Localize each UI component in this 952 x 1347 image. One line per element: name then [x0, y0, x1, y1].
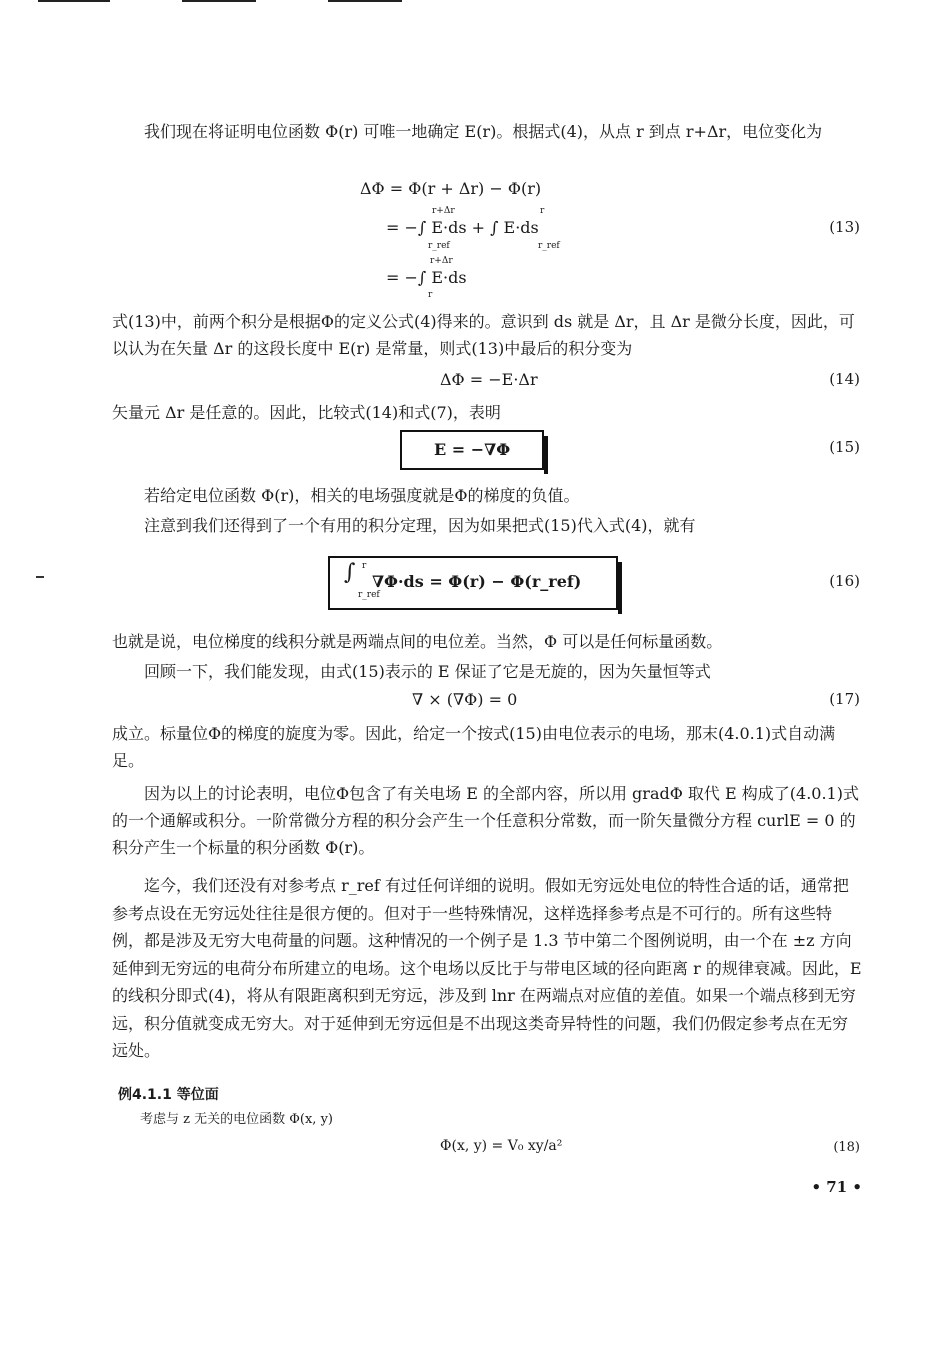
eq16-lim-upper: r: [362, 561, 367, 571]
example-intro: 考虑与 z 无关的电位函数 Φ(x, y): [140, 1112, 333, 1127]
top-rule: [182, 0, 256, 2]
eq13-lim2-lower: r_ref: [538, 241, 560, 251]
equation-17: ∇ × (∇Φ) = 0: [412, 690, 518, 709]
eq13-line2-text: = −∫ E·ds + ∫ E·ds: [386, 218, 539, 237]
eq13-line2: [386, 218, 539, 237]
equation-16: ∇Φ·ds = Φ(r) − Φ(r_ref): [372, 572, 582, 591]
eq14-number: (14): [829, 370, 860, 388]
paragraph-7: 回顾一下，我们能发现，由式(15)表示的 E 保证了它是无旋的，因为矢量恒等式: [144, 662, 711, 681]
paragraph-3: 矢量元 Δr 是任意的。因此，比较式(14)和式(7)，表明: [112, 403, 501, 422]
eq13-lim1-upper: r+Δr: [432, 206, 455, 216]
paragraph-9: 因为以上的讨论表明，电位Φ包含了有关电场 E 的全部内容，所以用 gradΦ 取代 E 构成了(4.0.1)式的一个通解或积分。一阶常微分方程的积分会产生一个任意积分常数，而一阶矢量微分方程 curlE = 0 的积分产生一个标量的积分函数 Φ(r)。: [112, 784, 859, 857]
paragraph-4: 若给定电位函数 Φ(r)，相关的电场强度就是Φ的梯度的负值。: [144, 486, 580, 505]
eq13-line1: ΔΦ = Φ(r + Δr) − Φ(r): [360, 179, 542, 198]
paragraph-1: 我们现在将证明电位函数 Φ(r) 可唯一地确定 E(r)。根据式(4)，从点 r 到点 r+Δr，电位变化为: [144, 122, 823, 141]
equation-15-box: [400, 430, 544, 470]
eq13-line3: = −∫ E·ds: [386, 268, 467, 287]
paragraph-2: 式(13)中，前两个积分是根据Φ的定义公式(4)得来的。意识到 ds 就是 Δr，且 Δr 是微分长度，因此，可以认为在矢量 Δr 的这段长度中 E(r) 是常量，则式(13)中最后的积分变为: [112, 312, 855, 358]
eq13-number: (13): [829, 218, 860, 236]
equation-16-box: [328, 556, 618, 610]
example-title: 例4.1.1 等位面: [118, 1087, 219, 1103]
paragraph-8: 成立。标量位Φ的梯度的旋度为零。因此，给定一个按式(15)由电位表示的电场，那末(4.0.1)式自动满足。: [112, 724, 836, 770]
paragraph-6: 也就是说，电位梯度的线积分就是两端点间的电位差。当然，Φ 可以是任何标量函数。: [112, 632, 723, 651]
eq13-lim1-lower: r_ref: [428, 241, 450, 251]
top-rule: [38, 0, 110, 2]
eq16-number: (16): [829, 572, 860, 590]
top-rule: [328, 0, 402, 2]
eq13-line3-lim-lower: r: [428, 290, 433, 300]
equation-14: ΔΦ = −E·Δr: [440, 370, 538, 389]
eq15-number: (15): [829, 438, 860, 456]
page-number: • 71 •: [811, 1178, 862, 1196]
margin-mark: [36, 576, 44, 578]
paragraph-10: 迄今，我们还没有对参考点 r_ref 有过任何详细的说明。假如无穷远处电位的特性合适的话，通常把参考点设在无穷远处往往是很方便的。但对于一些特殊情况，这样选择参考点是不可行的。所有这些特例，都是涉及无穷大电荷量的问题。这种情况的一个例子是 1.3 节中第二个图例说明，由一个在 ±z 方向延伸到无穷远的电荷分布所建立的电场。这个电场以反比于与带电区域的径向距离 r 的规律衰减。因此，E 的线积分即式(4)，将从有限距离积到无穷远，涉及到 lnr 在两端点对应值的差值。如果一个端点移到无穷远，积分值就变成无穷大。对于延伸到无穷远但是不出现这类奇异特性的问题，我们仍假定参考点在无穷远处。: [112, 876, 862, 1060]
eq17-number: (17): [829, 690, 860, 708]
equation-18: Φ(x, y) = V₀ xy/a²: [440, 1138, 563, 1154]
eq18-number: (18): [833, 1140, 860, 1155]
eq13-lim2-upper: r: [540, 206, 545, 216]
equation-15: E = −∇Φ: [434, 440, 511, 459]
paragraph-5: 注意到我们还得到了一个有用的积分定理，因为如果把式(15)代入式(4)，就有: [144, 516, 696, 535]
eq16-lim-lower: r_ref: [358, 590, 380, 600]
integral-sign: ∫: [344, 560, 356, 585]
eq13-line3-lim-upper: r+Δr: [430, 256, 453, 266]
